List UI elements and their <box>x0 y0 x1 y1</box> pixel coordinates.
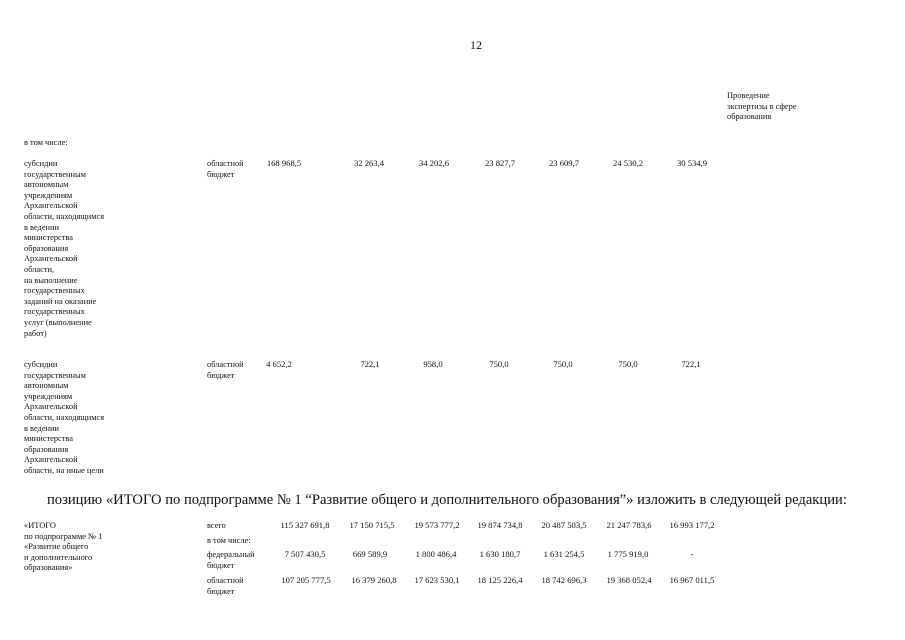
itogo-in-that-number: в том числе: <box>207 536 251 545</box>
value-cell: 4 652,2 <box>266 359 292 369</box>
row-name-line: образования <box>24 243 69 253</box>
itogo-name-cell <box>24 521 102 574</box>
itogo-name-line: и дополнительного <box>24 552 93 562</box>
row-name-line: работ) <box>24 328 47 338</box>
value-cell: 168 968,5 <box>266 158 302 168</box>
row-name-line: субсидии <box>24 360 58 369</box>
row-name-line: Архангельской <box>24 402 78 412</box>
itogo-source-regional <box>207 576 244 597</box>
value-cell: 1 775 919,0 <box>607 549 649 559</box>
row-name-cell <box>24 159 104 339</box>
itogo-name-line: «ИТОГО <box>24 521 56 530</box>
row-name-line: в ведении <box>24 423 59 433</box>
header-right-cell <box>727 91 797 123</box>
row-name-line: учреждениям <box>24 391 73 401</box>
itogo-source-total: всего <box>207 521 226 530</box>
row-name-line: государственных <box>24 307 85 317</box>
row-name-line: субсидии <box>24 159 58 168</box>
row-source-line: бюджет <box>207 370 235 380</box>
row-name-line: области, находящимся <box>24 412 105 422</box>
value-cell: 722,1 <box>681 359 701 369</box>
value-cell: 17 150 715,5 <box>349 520 395 530</box>
value-cell: 1 630 180,7 <box>479 549 521 559</box>
row-source-cell <box>207 360 244 381</box>
row-name-line: министерства <box>24 434 73 444</box>
row-name-line: услуг (выполнение <box>24 317 92 327</box>
value-cell: 21 247 783,6 <box>606 520 652 530</box>
value-cell: 750,0 <box>618 359 638 369</box>
value-cell: 7 507 430,5 <box>284 549 326 559</box>
header-right-line: Проведение <box>727 91 770 100</box>
row-name-line: автономным <box>24 381 69 391</box>
value-cell: 107 205 777,5 <box>281 575 331 585</box>
value-cell: 32 263,4 <box>353 158 385 168</box>
itogo-source-line: бюджет <box>207 560 235 570</box>
value-cell: 19 874 734,8 <box>477 520 523 530</box>
value-cell: 1 800 486,4 <box>415 549 457 559</box>
value-cell: 18 125 226,4 <box>477 575 523 585</box>
value-cell: 722,1 <box>360 359 380 369</box>
value-cell: 16 967 011,5 <box>669 575 715 585</box>
value-cell: 1 631 254,5 <box>543 549 585 559</box>
row-name-line: заданий на оказание <box>24 296 97 306</box>
value-cell: 24 530,2 <box>612 158 644 168</box>
row-name-line: министерства <box>24 233 73 243</box>
row-name-line: Архангельской <box>24 254 78 264</box>
itogo-name-line: по подпрограмме № 1 <box>24 531 103 541</box>
value-cell: 750,0 <box>553 359 573 369</box>
row-name-line: учреждениям <box>24 190 73 200</box>
row-name-line: в ведении <box>24 222 59 232</box>
header-right-line: образования <box>727 112 772 122</box>
row-source-line: бюджет <box>207 169 235 179</box>
row-name-line: государственным <box>24 370 86 380</box>
value-cell: 669 589,9 <box>352 549 388 559</box>
itogo-source-line: бюджет <box>207 586 235 596</box>
value-cell: 19 573 777,2 <box>414 520 460 530</box>
row-name-cell <box>24 360 104 477</box>
value-cell: 19 368 052,4 <box>606 575 652 585</box>
itogo-name-line: «Развитие общего <box>24 542 89 552</box>
row-source-line: областной <box>207 159 244 168</box>
value-cell: - <box>690 549 694 559</box>
value-cell: 34 202,6 <box>418 158 450 168</box>
value-cell: 23 609,7 <box>548 158 580 168</box>
row-source-line: областной <box>207 360 244 369</box>
row-name-line: образования <box>24 444 69 454</box>
itogo-source-federal <box>207 550 255 571</box>
row-name-line: Архангельской <box>24 455 78 465</box>
value-cell: 16 379 260,8 <box>351 575 397 585</box>
value-cell: 16 993 177,2 <box>669 520 715 530</box>
row-name-line: автономным <box>24 180 69 190</box>
value-cell: 750,0 <box>489 359 509 369</box>
row-name-line: области, <box>24 264 55 274</box>
value-cell: 30 534,9 <box>676 158 708 168</box>
row-name-line: государственным <box>24 169 86 179</box>
itogo-name-line: образования» <box>24 563 73 573</box>
value-cell: 115 327 691,8 <box>280 520 330 530</box>
row-name-line: на выполнение <box>24 275 78 285</box>
row-name-line: области, находящимся <box>24 211 105 221</box>
value-cell: 958,0 <box>423 359 443 369</box>
value-cell: 17 623 530,1 <box>414 575 460 585</box>
instruction-paragraph: позицию «ИТОГО по подпрограмме № 1 “Развитие общего и дополнительного образования”» изложить в следующей редакции: <box>47 492 847 508</box>
itogo-source-line: федеральный <box>207 550 255 559</box>
row-source-cell <box>207 159 244 180</box>
value-cell: 18 742 696,3 <box>541 575 587 585</box>
in-that-number-label: в том числе: <box>24 138 68 147</box>
header-right-line: экспертизы в сфере <box>727 101 797 111</box>
page-number: 12 <box>470 38 482 52</box>
row-name-line: области, на иные цели <box>24 465 104 475</box>
row-name-line: Архангельской <box>24 201 78 211</box>
value-cell: 23 827,7 <box>484 158 516 168</box>
itogo-source-line: областной <box>207 576 244 585</box>
row-name-line: государственных <box>24 286 85 296</box>
value-cell: 20 487 503,5 <box>541 520 587 530</box>
